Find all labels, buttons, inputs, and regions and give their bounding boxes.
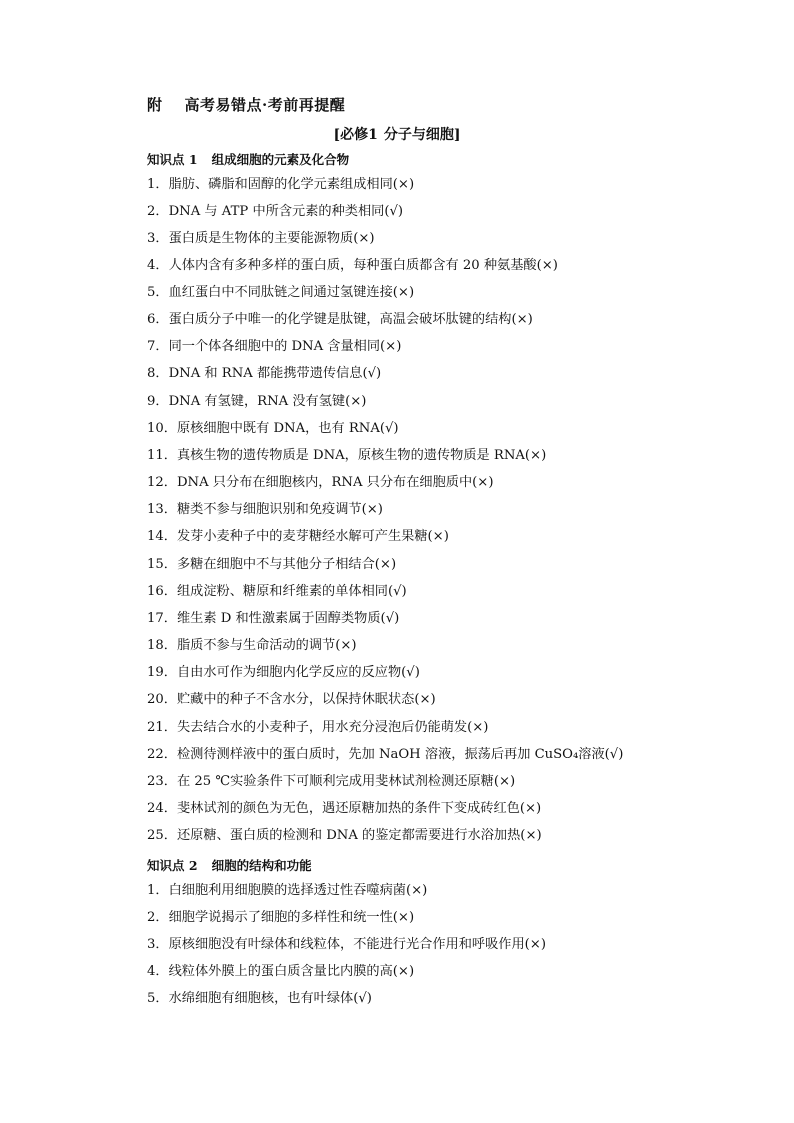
list-item: 11．真核生物的遗传物质是 DNA，原核生物的遗传物质是 RNA(×) (147, 448, 547, 463)
appendix-title (147, 94, 345, 115)
list-item: 25．还原糖、蛋白质的检测和 DNA 的鉴定都需要进行水浴加热(×) (147, 828, 542, 843)
module-title-left: [必修1 (333, 127, 378, 143)
list-item: 8．DNA 和 RNA 都能携带遗传信息(√) (147, 366, 382, 381)
list-item: 5．水绵细胞有细胞核，也有叶绿体(√) (147, 991, 372, 1006)
list-item: 5．血红蛋白中不同肽链之间通过氢键连接(×) (147, 285, 415, 300)
list-item: 16．组成淀粉、糖原和纤维素的单体相同(√) (147, 584, 407, 599)
section-heading-1 (147, 150, 349, 168)
list-item: 21．失去结合水的小麦种子，用水充分浸泡后仍能萌发(×) (147, 720, 489, 735)
list-item: 18．脂质不参与生命活动的调节(×) (147, 638, 357, 653)
module-title (0, 124, 794, 144)
list-item: 4．人体内含有多种多样的蛋白质，每种蛋白质都含有 20 种氨基酸(×) (147, 258, 558, 273)
list-item: 6．蛋白质分子中唯一的化学键是肽键，高温会破坏肽键的结构(×) (147, 312, 533, 327)
list-item: 12．DNA 只分布在细胞核内，RNA 只分布在细胞质中(×) (147, 475, 494, 490)
section-heading-2 (147, 856, 312, 874)
list-item: 24．斐林试剂的颜色为无色，遇还原糖加热的条件下变成砖红色(×) (147, 801, 542, 816)
appendix-heading: 高考易错点·考前再提醒 (184, 96, 346, 114)
list-item: 3．原核细胞没有叶绿体和线粒体，不能进行光合作用和呼吸作用(×) (147, 937, 546, 952)
list-item: 13．糖类不参与细胞识别和免疫调节(×) (147, 502, 383, 517)
list-item: 15．多糖在细胞中不与其他分子相结合(×) (147, 557, 397, 572)
section-label: 知识点 2 (147, 858, 198, 873)
list-item: 1．脂肪、磷脂和固醇的化学元素组成相同(×) (147, 177, 415, 192)
list-item: 17．维生素 D 和性激素属于固醇类物质(√) (147, 611, 400, 626)
list-item: 2．细胞学说揭示了细胞的多样性和统一性(×) (147, 910, 415, 925)
section-title: 组成细胞的元素及化合物 (211, 152, 350, 167)
list-item: 19．自由水可作为细胞内化学反应的反应物(√) (147, 665, 420, 680)
list-item: 14．发芽小麦种子中的麦芽糖经水解可产生果糖(×) (147, 529, 449, 544)
list-item: 20．贮藏中的种子不含水分，以保持休眠状态(×) (147, 692, 436, 707)
list-item: 22．检测待测样液中的蛋白质时，先加 NaOH 溶液，振荡后再加 CuSO₄溶液(√) (147, 747, 624, 762)
list-item: 9．DNA 有氢键，RNA 没有氢键(×) (147, 394, 367, 409)
list-item: 1．白细胞利用细胞膜的选择透过性吞噬病菌(×) (147, 883, 428, 898)
appendix-label: 附 (147, 96, 163, 114)
list-item: 3．蛋白质是生物体的主要能源物质(×) (147, 231, 375, 246)
list-item: 2．DNA 与 ATP 中所含元素的种类相同(√) (147, 204, 404, 219)
list-item: 10．原核细胞中既有 DNA，也有 RNA(√) (147, 421, 399, 436)
module-title-right: 分子与细胞] (383, 127, 461, 143)
section-title: 细胞的结构和功能 (211, 858, 312, 873)
section-label: 知识点 1 (147, 152, 198, 167)
list-item: 4．线粒体外膜上的蛋白质含量比内膜的高(×) (147, 964, 415, 979)
list-item: 7．同一个体各细胞中的 DNA 含量相同(×) (147, 339, 402, 354)
list-item: 23．在 25 ℃实验条件下可顺利完成用斐林试剂检测还原糖(×) (147, 774, 516, 789)
